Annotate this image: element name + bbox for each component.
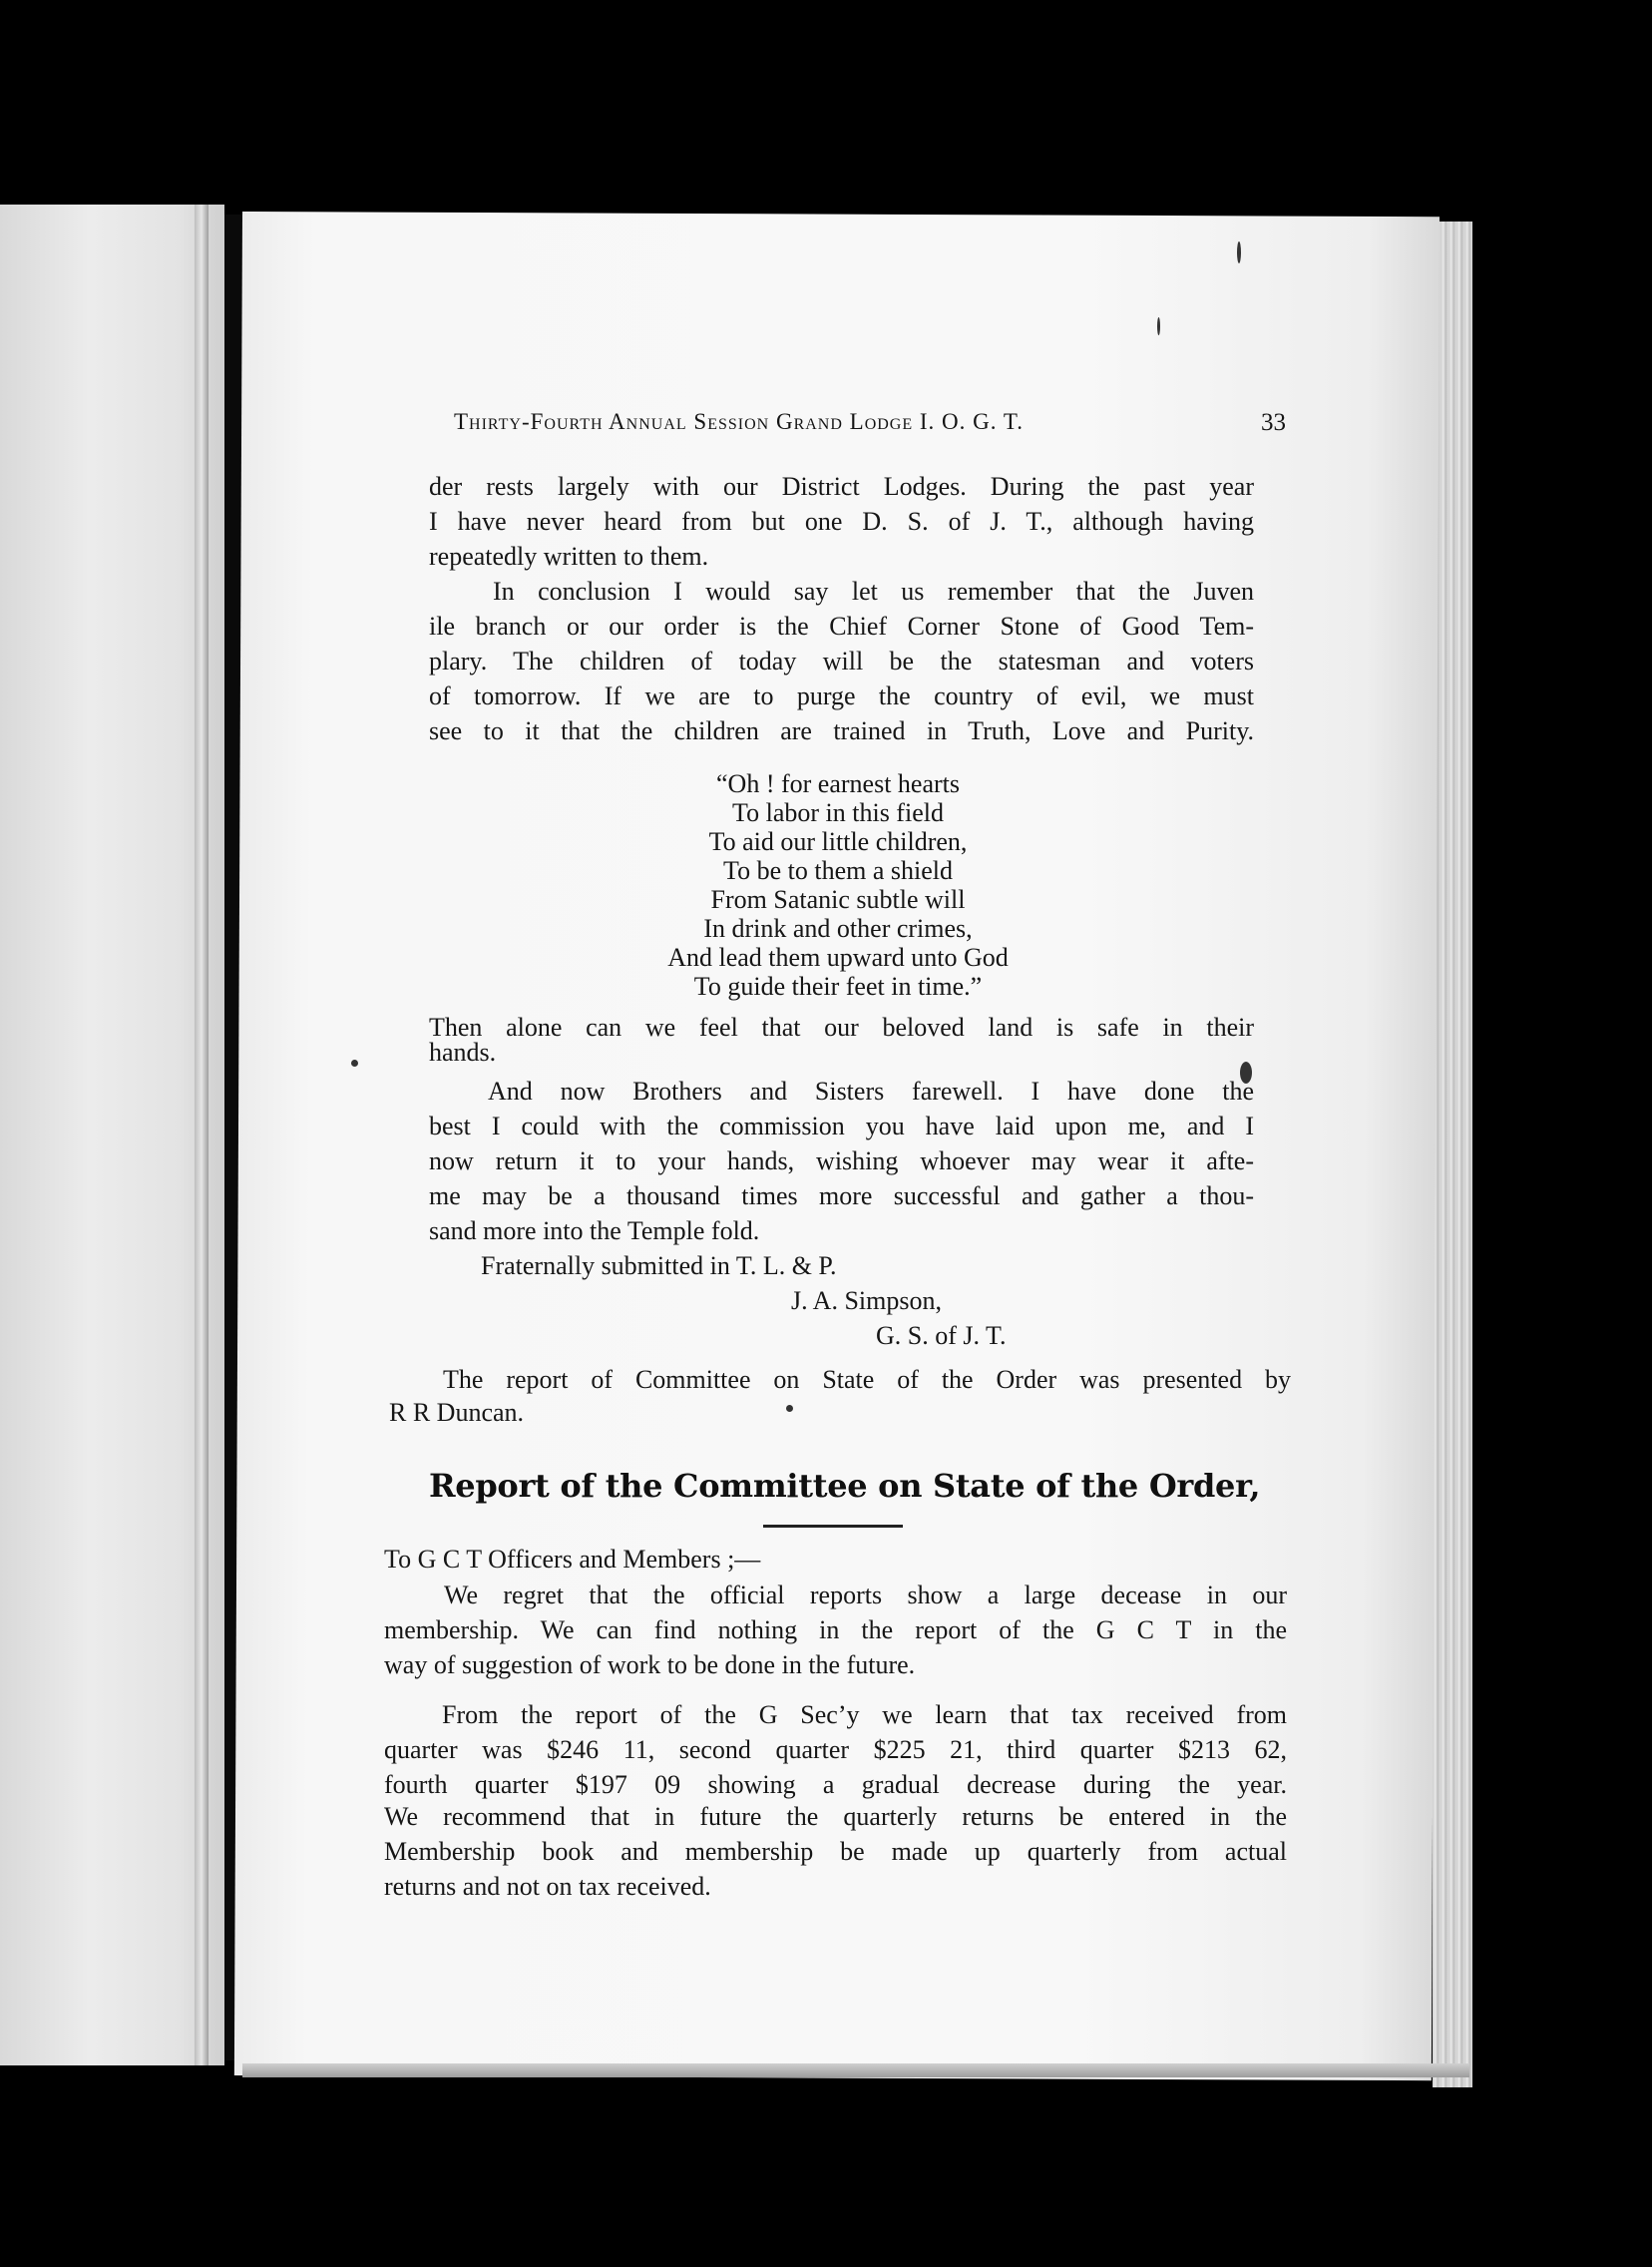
page-number: 33	[1261, 409, 1286, 436]
facing-page-edge	[195, 205, 208, 2065]
body-line: In conclusion I would say let us remember that the Juven	[493, 577, 1254, 606]
report-line: We recommend that in future the quarterly returns be entered in the	[384, 1802, 1287, 1831]
body-line: Then alone can we feel that our beloved land is safe in their	[429, 1013, 1254, 1042]
poem-line: And lead them upward unto God	[667, 943, 1009, 972]
body-line: me may be a thousand times more successful and gather a thou-	[429, 1181, 1254, 1210]
report-line: returns and not on tax received.	[384, 1872, 711, 1901]
facing-page	[0, 205, 224, 2065]
poem-line: To guide their feet in time.”	[693, 972, 983, 1001]
signature-title: G. S. of J. T.	[876, 1321, 1007, 1350]
scan-speck	[1157, 317, 1160, 335]
body-line: now return it to your hands, wishing whoever may wear it afte-	[429, 1146, 1254, 1175]
scan-speck	[1237, 241, 1241, 263]
body-line: best I could with the commission you have laid upon me, and I	[429, 1112, 1254, 1140]
body-line: R R Duncan.	[389, 1398, 525, 1427]
body-line: der rests largely with our District Lodges. During the past year	[429, 472, 1254, 501]
poem-line: To be to them a shield	[723, 856, 953, 885]
body-line: plary. The children of today will be the statesman and voters	[429, 647, 1254, 676]
body-line: The report of Committee on State of the Order was presented by	[443, 1365, 1291, 1394]
poem-line: To aid our little children,	[708, 827, 968, 856]
report-line: way of suggestion of work to be done in the future.	[384, 1650, 916, 1679]
running-head: Thirty-Fourth Annual Session Grand Lodge I. O. G. T.	[454, 409, 1024, 434]
report-line: quarter was $246 11, second quarter $225 21, third quarter $213 62,	[384, 1735, 1287, 1764]
body-line: hands.	[429, 1038, 497, 1067]
report-line: We regret that the official reports show a large decease in our	[444, 1581, 1287, 1609]
body-line: of tomorrow. If we are to purge the country of evil, we must	[429, 681, 1254, 710]
body-line: sand more into the Temple fold.	[429, 1216, 760, 1245]
heading-rule	[763, 1525, 903, 1528]
scan-speck	[786, 1405, 793, 1412]
page-bottom-edge	[242, 2063, 1469, 2077]
poem-line: In drink and other crimes,	[703, 914, 973, 943]
signature-name: J. A. Simpson,	[791, 1286, 942, 1315]
body-line: I have never heard from but one D. S. of J. T., although having	[429, 507, 1254, 536]
report-line: membership. We can find nothing in the report of the G C T in the	[384, 1615, 1287, 1644]
scan-speck	[351, 1060, 358, 1067]
body-line: And now Brothers and Sisters farewell. I have done the	[488, 1077, 1254, 1106]
poem-line: To labor in this field	[732, 798, 944, 827]
report-line: Membership book and membership be made up quarterly from actual	[384, 1837, 1287, 1866]
salutation: To G C T Officers and Members ;—	[384, 1545, 761, 1574]
body-line: repeatedly written to them.	[429, 542, 709, 571]
poem-line: From Satanic subtle will	[710, 885, 966, 914]
page-stack-edge	[1433, 222, 1472, 2087]
body-line: ile branch or our order is the Chief Corner Stone of Good Tem-	[429, 612, 1254, 641]
body-line: see to it that the children are trained in Truth, Love and Purity.	[429, 716, 1254, 745]
report-line: From the report of the G Sec’y we learn that tax received from	[442, 1700, 1287, 1729]
poem-line: “Oh ! for earnest hearts	[716, 769, 960, 798]
report-heading: Report of the Committee on State of the Order,	[429, 1467, 1261, 1505]
report-line: fourth quarter $197 09 showing a gradual decrease during the year.	[384, 1770, 1287, 1799]
closing-line: Fraternally submitted in T. L. & P.	[481, 1251, 837, 1280]
